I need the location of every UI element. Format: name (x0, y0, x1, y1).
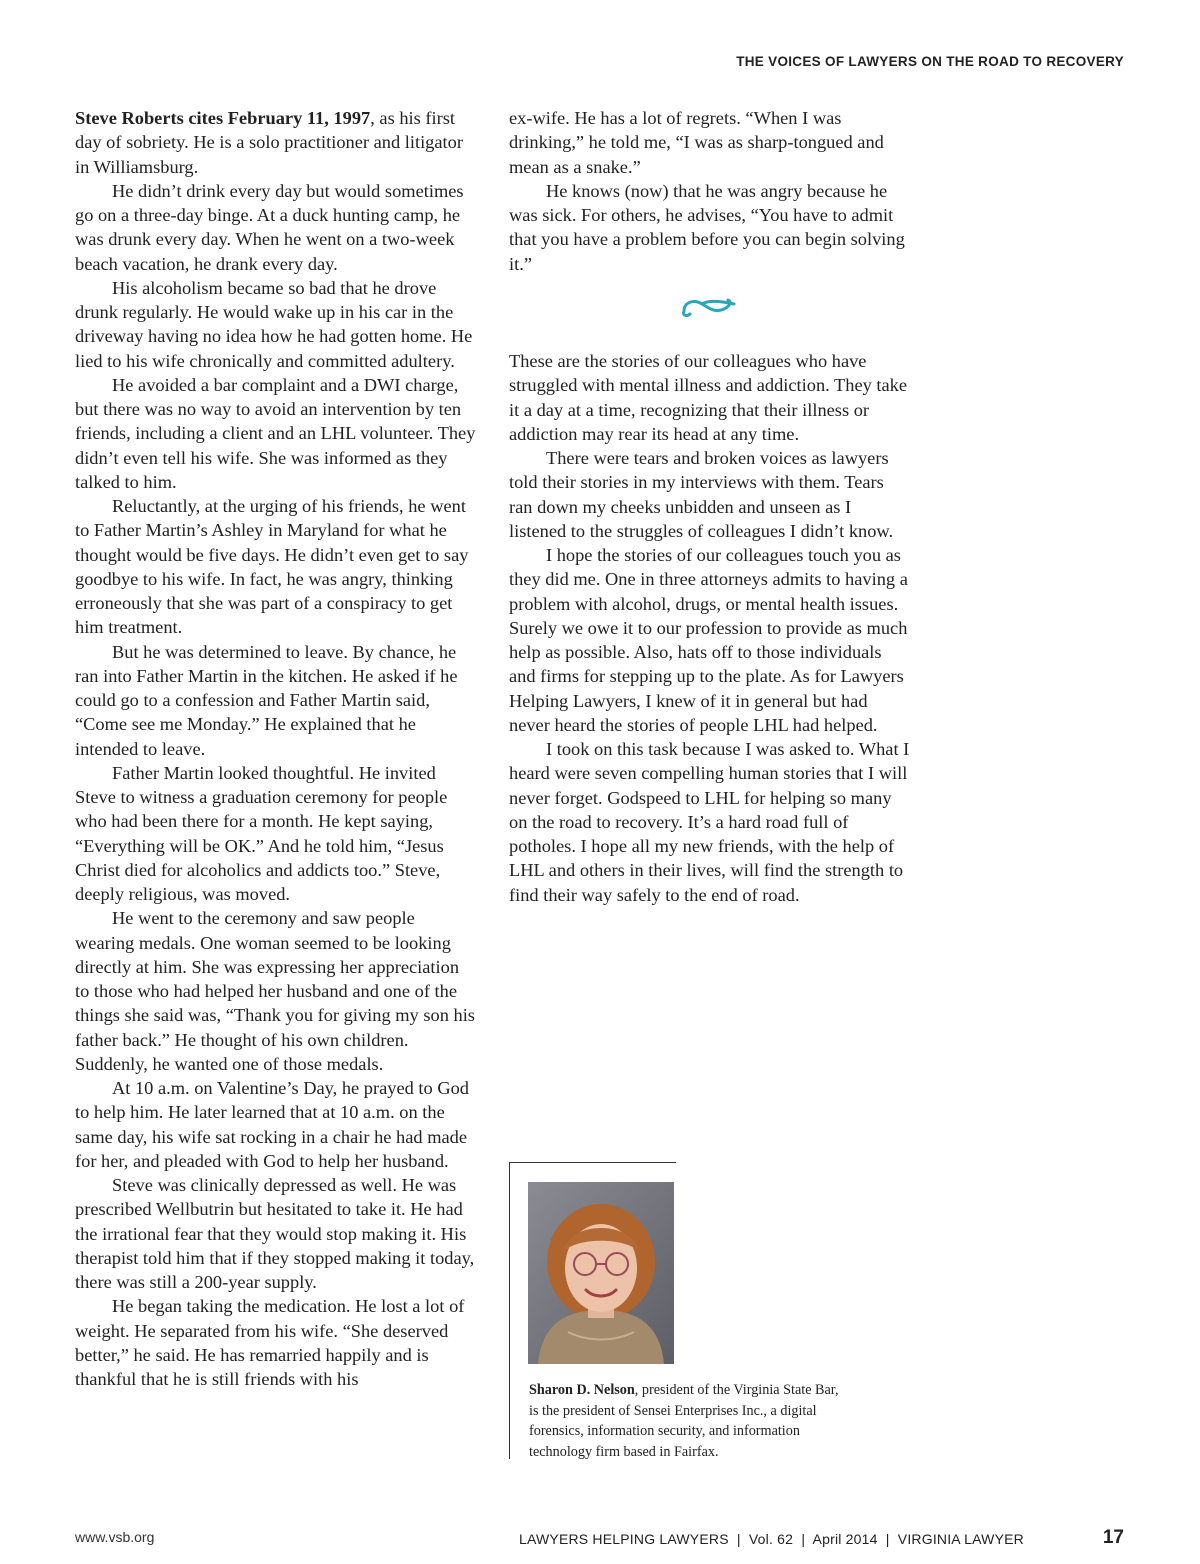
author-name: Sharon D. Nelson (529, 1382, 635, 1398)
section-break-ornament-icon (678, 293, 738, 321)
paragraph: Father Martin looked thoughtful. He invited Steve to witness a graduation ceremony for people who had been there for a month. He kept saying, “Everything will be OK.” And he told him, “Jesus Christ died for alcoholics and addicts too.” Steve, deeply religious, was moved. (75, 762, 448, 904)
paragraph: At 10 a.m. on Valentine’s Day, he prayed to God to help him. He later learned that at 10 a.m. on the same day, his wife sat rocking in a chair he had made for her, and pleaded with God to help her husband. (75, 1078, 470, 1171)
paragraph: He knows (now) that he was angry because he was sick. For others, he advises, “You have to admit that you have a problem before you can begin solving it.” (509, 180, 905, 274)
paragraph: He didn’t drink every day but would sometimes go on a three-day binge. At a duck hunting camp, he was drunk every day. When he went on a two-week beach vacation, he drank every day. (75, 180, 464, 274)
author-bio (529, 1380, 849, 1462)
footer-website: www.vsb.org (75, 1529, 155, 1545)
paragraph: There were tears and broken voices as lawyers told their stories in my interviews with them. Tears ran down my cheeks unbidden and unseen as I listened to the struggles of colleagues I didn’t know. (509, 448, 894, 541)
paragraph: I hope the stories of our colleagues touch you as they did me. One in three attorneys admits to having a problem with alcohol, drugs, or mental health issues. Surely we owe it to our profession to provide as much help as possible. Also, hats off to those individuals and firms for stepping up to the plate. As for Lawyers Helping Lawyers, I knew of it in general but had never heard the stories of people LHL had helped. (509, 545, 908, 735)
paragraph: ex-wife. He has a lot of regrets. “When I was drinking,” he told me, “I was as sharp-tongued and mean as a snake.” (509, 108, 884, 177)
paragraph: He went to the ceremony and saw people wearing medals. One woman seemed to be looking directly at him. She was expressing her appreciation to those who had helped her husband and one of the things she said was, “Thank you for giving my son his father back.” He thought of his own children. Suddenly, he wanted one of those medals. (75, 908, 475, 1074)
footer-publication: LAWYERS HELPING LAWYERS | Vol. 62 | April 2014 | VIRGINIA LAWYER (519, 1531, 1024, 1547)
article-column-right-bottom (509, 349, 911, 907)
paragraph: He began taking the medication. He lost a lot of weight. He separated from his wife. “She deserved better,” he said. He has remarried happily and is thankful that he is still friends with his (75, 1296, 465, 1389)
paragraph: Reluctantly, at the urging of his friends, he went to Father Martin’s Ashley in Maryland for what he thought would be five days. He didn’t even get to say goodbye to his wife. In fact, he was angry, thinking erroneously that she was part of a conspiracy to get him treatment. (75, 496, 469, 638)
author-photo (528, 1182, 674, 1364)
page-number: 17 (1102, 1527, 1124, 1548)
running-header: THE VOICES OF LAWYERS ON THE ROAD TO RECOVERY (736, 54, 1124, 69)
paragraph: But he was determined to leave. By chance, he ran into Father Martin in the kitchen. He asked if he could go to a confession and Father Martin said, “Come see me Monday.” He explained that he intended to leave. (75, 641, 458, 759)
lead-bold-text: Steve Roberts cites February 11, 1997 (75, 108, 371, 128)
paragraph: I took on this task because I was asked to. What I heard were seven compelling human stories that I will never forget. Godspeed to LHL for helping so many on the road to recovery. It’s a hard road full of potholes. I hope all my new friends, with the help of LHL and others in their lives, will find the strength to find their way safely to the end of road. (509, 739, 910, 905)
author-bio-text: , president of the Virginia State Bar, is the president of Sensei Enterprises Inc., a digital forensics, information security, and information technology firm based in Fairfax. (529, 1382, 839, 1460)
paragraph (75, 106, 477, 179)
paragraph: These are the stories of our colleagues who have struggled with mental illness and addiction. They take it a day at a time, recognizing that their illness or addiction may rear its head at any time. (509, 351, 908, 444)
article-column-left (75, 106, 477, 1391)
article-column-right-top (509, 106, 911, 276)
paragraph: He avoided a bar complaint and a DWI charge, but there was no way to avoid an intervention by ten friends, including a client and an LHL volunteer. They didn’t even tell his wife. She was informed as they talked to him. (75, 374, 476, 492)
paragraph: His alcoholism became so bad that he drove drunk regularly. He would wake up in his car in the driveway having no idea how he had gotten home. He lied to his wife chronically and committed adultery. (75, 277, 473, 371)
paragraph: Steve was clinically depressed as well. He was prescribed Wellbutrin but hesitated to take it. He had the irrational fear that they would stop making it. His therapist told him that if they stopped making it today, there was still a 200-year supply. (75, 1175, 475, 1292)
paragraph-text: , as his first day of sobriety. He is a solo practitioner and litigator in Williamsburg. (75, 108, 463, 177)
